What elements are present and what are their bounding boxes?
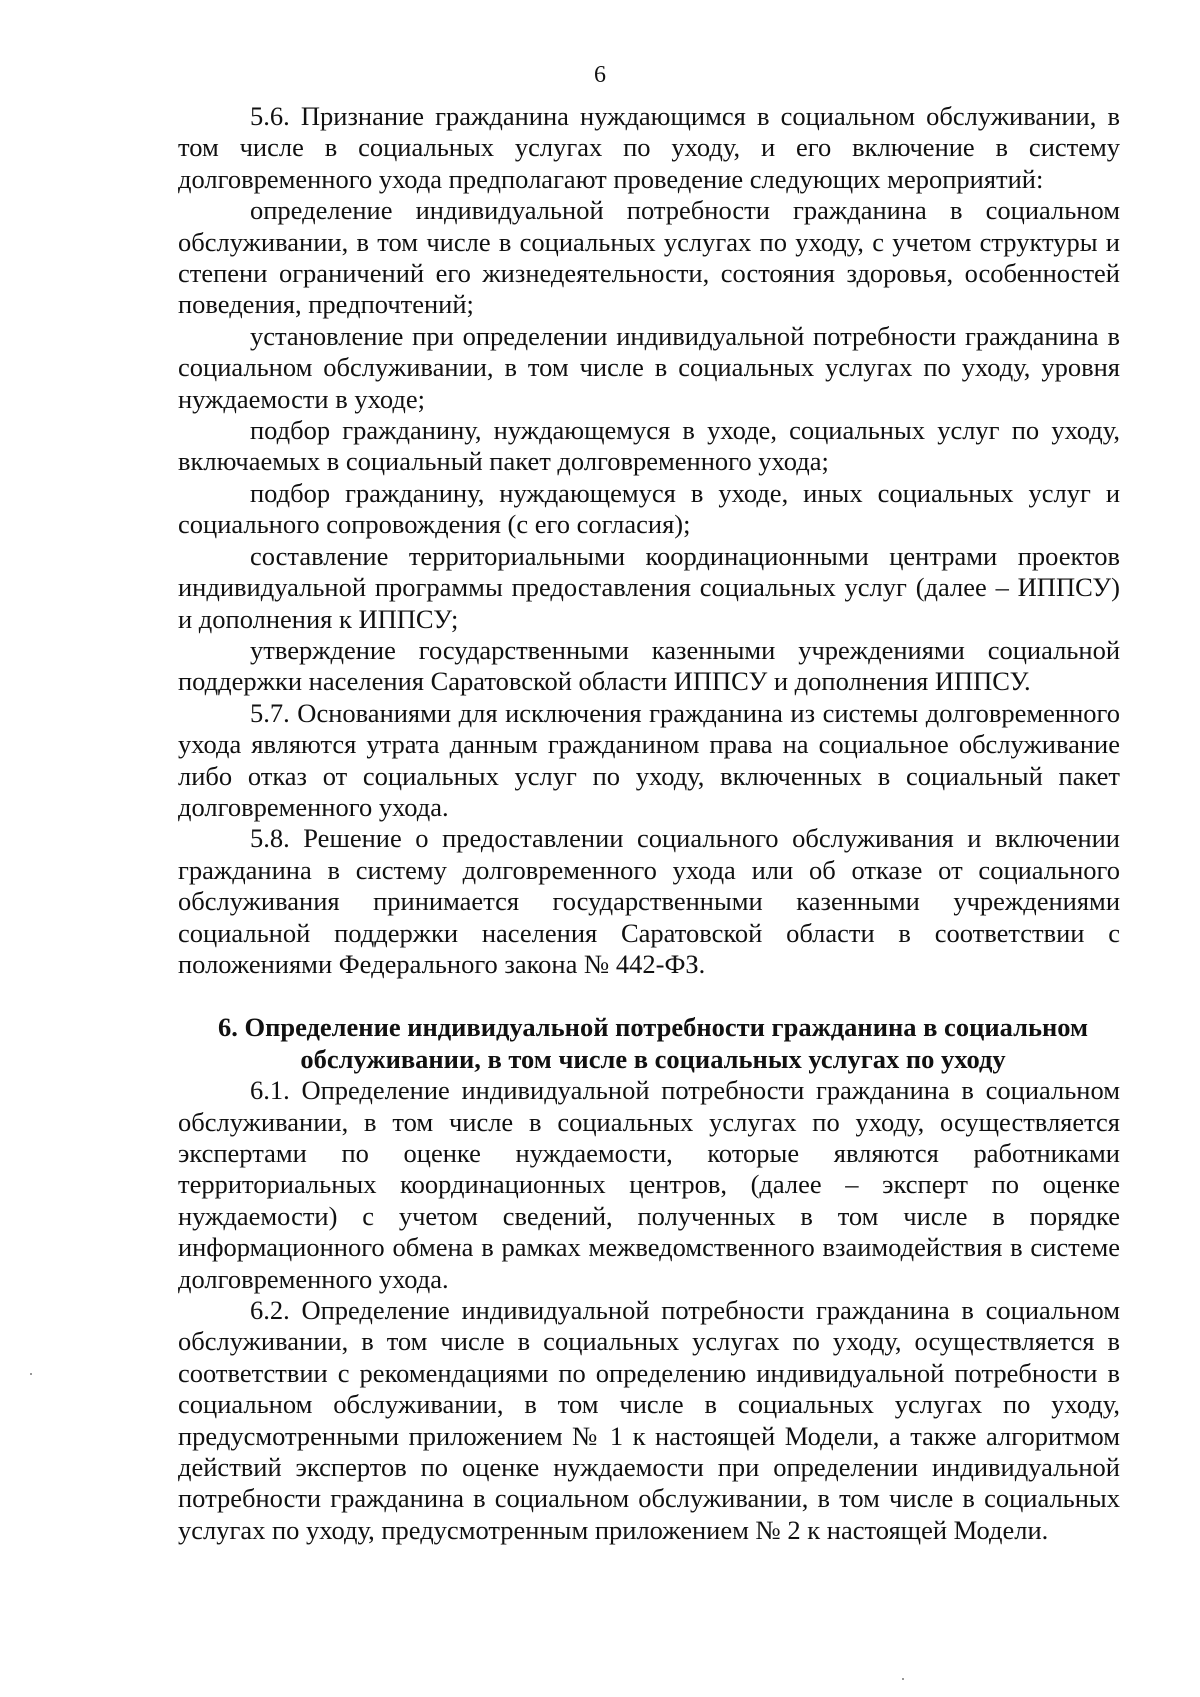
section-gap (178, 980, 1120, 1012)
scan-speck (902, 1678, 904, 1680)
section-heading (178, 1012, 1120, 1075)
paragraph-5-8: 5.8. Решение о предоставлении социального обслуживания и включении гражданина в систему долговременного ухода или об отказе от социального обслуживания принимается государственными казенными учреждениями социальной поддержки населения Саратовской области в соответствии с положениями Федерального закона № 442-ФЗ. (178, 823, 1120, 979)
paragraph-5-7: 5.7. Основаниями для исключения гражданина из системы долговременного ухода являются утрата данным гражданином права на социальное обслуживание либо отказ от социальных услуг по уходу, включенных в социальный пакет долговременного ухода. (178, 697, 1120, 822)
scan-speck (30, 1373, 32, 1375)
list-item-care-level: установление при определении индивидуальной потребности гражданина в социальном обслуживании, в том числе в социальных услугах по уходу, уровня нуждаемости в уходе; (178, 320, 1120, 414)
paragraph-6-1: 6.1. Определение индивидуальной потребности гражданина в социальном обслуживании, в том числе в социальных услугах по уходу, осуществляется экспертами по оценке нуждаемости, которые являются работниками территориальных координационных центров, (далее – эксперт по оценке нуждаемости) с учетом сведений, полученных в том числе в порядке информационного обмена в рамках межведомственного взаимодействия в системе долговременного ухода. (178, 1075, 1120, 1294)
list-item-care-services: подбор гражданину, нуждающемуся в уходе, социальных услуг по уходу, включаемых в социальный пакет долговременного ухода; (178, 415, 1120, 477)
section-heading-line-1: 6. Определение индивидуальной потребности гражданина в социальном (217, 1012, 1089, 1043)
paragraph-5-6: 5.6. Признание гражданина нуждающимся в социальном обслуживании, в том числе в социальных услугах по уходу, и его включение в систему долговременного ухода предполагают проведение следующих мероприятий: (178, 101, 1120, 194)
list-item-ippsu-drafting: составление территориальными координационными центрами проектов индивидуальной программы предоставления социальных услуг (далее – ИППСУ) и дополнения к ИППСУ; (178, 540, 1120, 634)
list-item-ippsu-approval: утверждение государственными казенными учреждениями социальной поддержки населения Саратовской области ИППСУ и дополнения ИППСУ. (178, 634, 1120, 697)
page-number: 6 (594, 62, 606, 88)
list-item-other-services: подбор гражданину, нуждающемуся в уходе, иных социальных услуг и социального сопровождения (с его согласия); (178, 477, 1120, 540)
section-heading-line-2: обслуживании, в том числе в социальных услугах по уходу (300, 1043, 1006, 1074)
list-item-needs-assessment: определение индивидуальной потребности гражданина в социальном обслуживании, в том числе в социальных услугах по уходу, с учетом структуры и степени ограничений его жизнедеятельности, состояния здоровья, особенностей поведения, предпочтений; (178, 195, 1120, 320)
paragraph-6-2: 6.2. Определение индивидуальной потребности гражданина в социальном обслуживании, в том числе в социальных услугах по уходу, осуществляется в соответствии с рекомендациями по определению индивидуальной потребности в социальном обслуживании, в том числе в социальных услугах по уходу, предусмотренными приложением № 1 к настоящей Модели, а также алгоритмом действий экспертов по оценке нуждаемости при определении индивидуальной потребности гражданина в социальном обслуживании, в том числе в социальных услугах по уходу, предусмотренным приложением № 2 к настоящей Модели. (178, 1295, 1120, 1545)
document-body (178, 101, 1120, 1546)
